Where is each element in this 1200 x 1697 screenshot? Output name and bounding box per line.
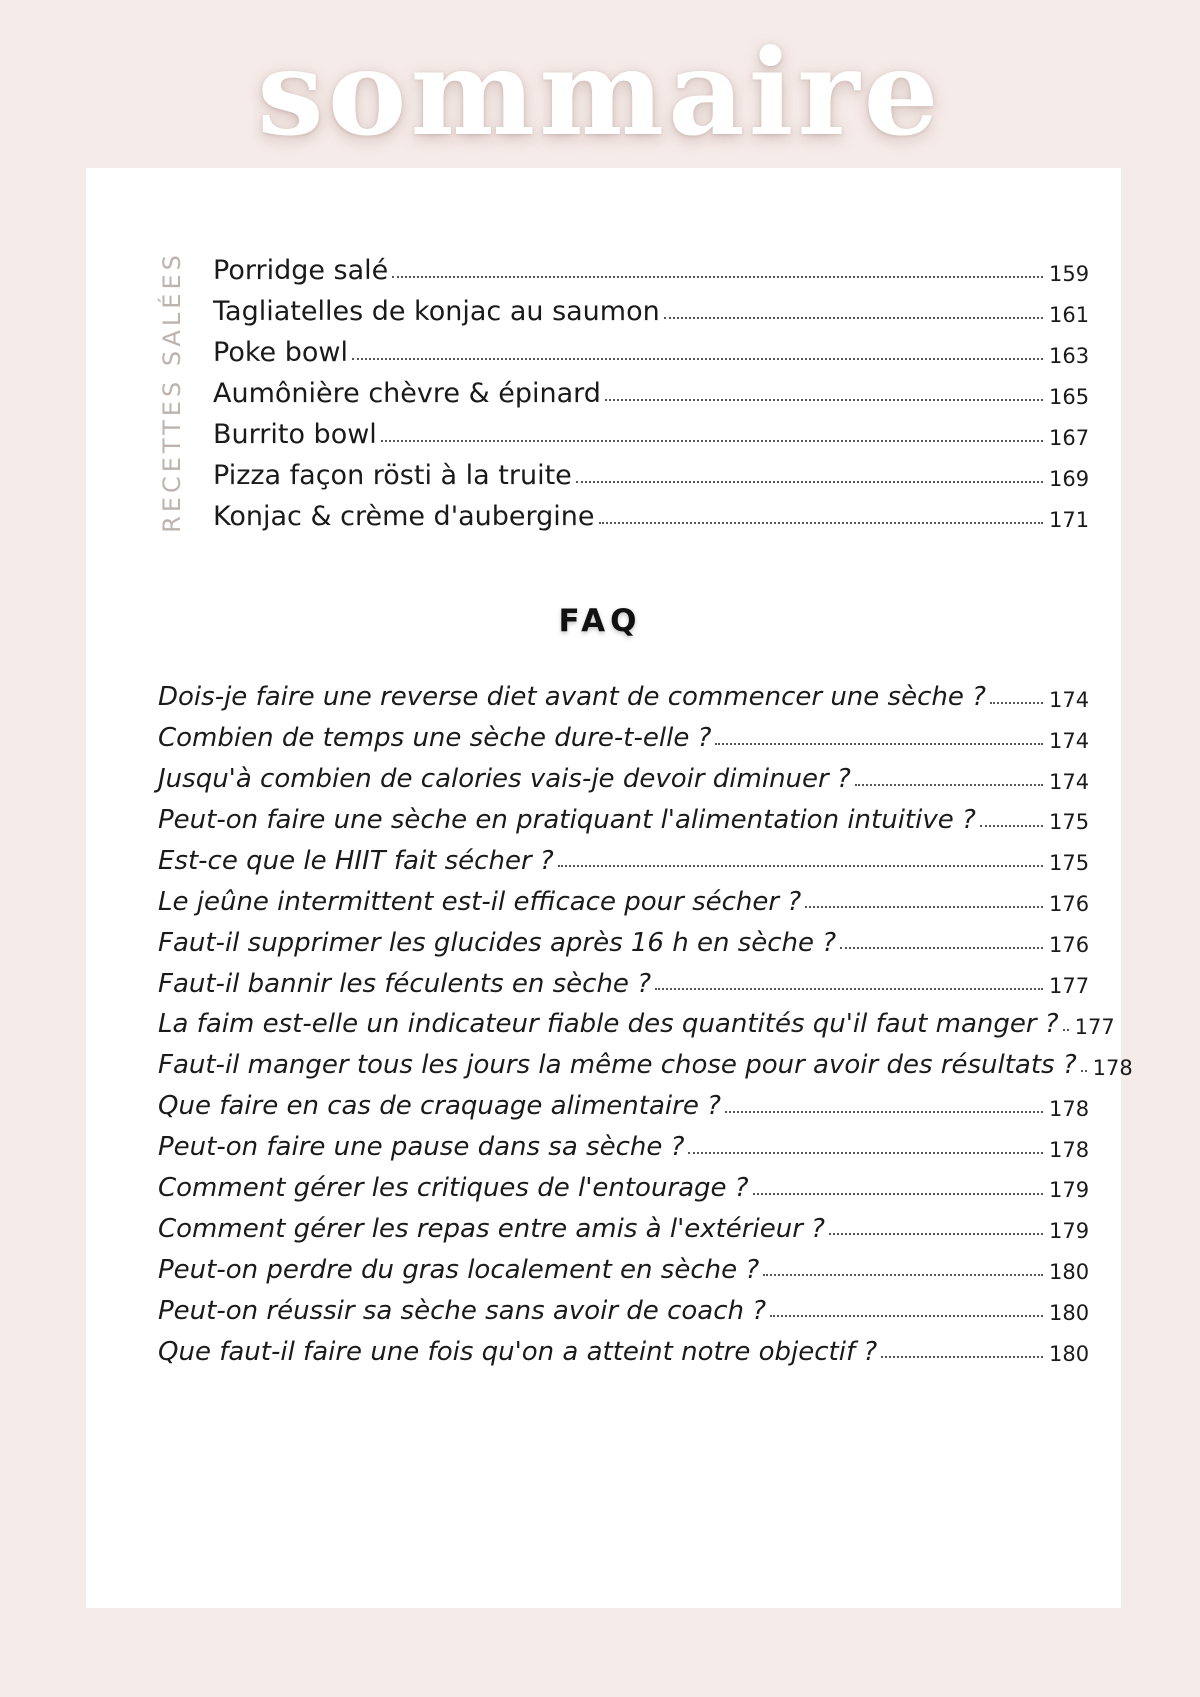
toc-entry-title: Est-ce que le HIIT fait sécher ?	[158, 845, 554, 876]
toc-entry[interactable]	[213, 245, 1090, 287]
dot-leader	[576, 481, 1043, 483]
toc-entry-page: 174	[1049, 769, 1090, 794]
toc-entry[interactable]	[213, 491, 1090, 533]
toc-entry-title: Que faire en cas de craquage alimentaire ?	[158, 1091, 721, 1122]
dot-leader	[753, 1193, 1043, 1195]
toc-entry-title: Porridge salé	[213, 255, 389, 287]
toc-entry-page: 175	[1049, 851, 1090, 876]
toc-entry-page: 163	[1049, 343, 1090, 368]
toc-entry[interactable]	[213, 409, 1090, 451]
toc-entry[interactable]	[213, 368, 1090, 410]
dot-leader	[715, 743, 1043, 745]
dot-leader	[605, 399, 1043, 401]
toc-entry-title: Konjac & crème d'aubergine	[213, 501, 595, 533]
toc-entry-title: Jusqu'à combien de calories vais-je devoir diminuer ?	[158, 764, 851, 795]
toc-entry-page: 177	[1074, 1014, 1115, 1039]
toc-entry-title: Dois-je faire une reverse diet avant de commencer une sèche ?	[158, 682, 986, 713]
toc-entry[interactable]	[158, 1243, 1090, 1285]
toc-entry[interactable]	[213, 327, 1090, 369]
faq-toc-list	[158, 671, 1133, 1367]
dot-leader	[392, 276, 1043, 278]
toc-entry-title: Combien de temps une sèche dure-t-elle ?	[158, 723, 712, 754]
toc-entry-title: Faut-il manger tous les jours la même chose pour avoir des résultats ?	[158, 1050, 1077, 1081]
toc-entry-page: 165	[1049, 384, 1090, 409]
toc-entry-page: 178	[1049, 1137, 1090, 1162]
toc-entry[interactable]	[213, 450, 1090, 492]
toc-entry[interactable]	[158, 1325, 1090, 1367]
toc-entry-title: Tagliatelles de konjac au saumon	[213, 296, 660, 328]
toc-entry-title: Faut-il supprimer les glucides après 16 h en sèche ?	[158, 927, 837, 958]
toc-entry[interactable]	[158, 916, 1090, 958]
toc-entry[interactable]	[213, 286, 1090, 328]
dot-leader	[1063, 1029, 1069, 1031]
toc-entry-title: Peut-on faire une pause dans sa sèche ?	[158, 1132, 685, 1163]
toc-entry-page: 180	[1049, 1260, 1090, 1285]
dot-leader	[1081, 1070, 1087, 1072]
toc-entry-page: 179	[1049, 1219, 1090, 1244]
toc-entry-page: 175	[1049, 810, 1090, 835]
toc-entry[interactable]	[158, 957, 1090, 999]
toc-entry-page: 174	[1049, 728, 1090, 753]
toc-entry-page: 178	[1049, 1096, 1090, 1121]
toc-entry-title: Comment gérer les critiques de l'entourage ?	[158, 1172, 749, 1203]
toc-entry[interactable]	[158, 1284, 1090, 1326]
dot-leader	[840, 947, 1043, 949]
toc-entry-page: 177	[1049, 974, 1090, 999]
dot-leader	[725, 1111, 1043, 1113]
dot-leader	[688, 1152, 1043, 1154]
dot-leader	[829, 1233, 1043, 1235]
dot-leader	[855, 784, 1043, 786]
toc-entry-page: 171	[1049, 507, 1090, 532]
toc-entry[interactable]	[158, 835, 1090, 876]
toc-entry[interactable]	[158, 1162, 1090, 1203]
toc-entry[interactable]	[158, 1203, 1090, 1244]
dot-leader	[664, 317, 1043, 319]
dot-leader	[770, 1315, 1043, 1317]
dot-leader	[990, 702, 1043, 704]
toc-entry-page: 180	[1049, 1301, 1090, 1326]
toc-entry[interactable]	[158, 1039, 1133, 1081]
toc-entry-page: 179	[1049, 1178, 1090, 1203]
dot-leader	[980, 825, 1043, 827]
toc-entry-title: Faut-il bannir les féculents en sèche ?	[158, 968, 651, 999]
dot-leader	[558, 865, 1043, 867]
toc-entry-title: Que faut-il faire une fois qu'on a atteint notre objectif ?	[158, 1336, 878, 1367]
dot-leader	[881, 1356, 1043, 1358]
toc-entry[interactable]	[158, 875, 1090, 917]
toc-entry[interactable]	[158, 794, 1090, 835]
toc-entry-title: Peut-on faire une sèche en pratiquant l'alimentation intuitive ?	[158, 804, 976, 835]
toc-entry-title: Le jeûne intermittent est-il efficace pour sécher ?	[158, 886, 802, 917]
toc-entry-page: 176	[1049, 933, 1090, 958]
toc-entry[interactable]	[158, 753, 1090, 795]
section-label-recettes-salees: RECETTES SALÉES	[158, 251, 186, 533]
toc-entry[interactable]	[158, 712, 1090, 754]
faq-heading: FAQ	[558, 603, 642, 639]
toc-entry-page: 161	[1049, 302, 1090, 327]
toc-entry-title: Aumônière chèvre & épinard	[213, 378, 601, 410]
toc-entry[interactable]	[158, 1121, 1090, 1163]
toc-entry-title: Burrito bowl	[213, 419, 377, 451]
toc-entry-page: 176	[1049, 892, 1090, 917]
dot-leader	[655, 988, 1043, 990]
toc-entry-title: La faim est-elle un indicateur fiable des quantités qu'il faut manger ?	[158, 1009, 1059, 1040]
toc-entry[interactable]	[158, 998, 1115, 1040]
toc-entry[interactable]	[158, 671, 1090, 713]
dot-leader	[381, 440, 1043, 442]
recipes-toc-list	[213, 245, 1090, 533]
page-title: sommaire	[257, 23, 943, 162]
toc-entry-title: Pizza façon rösti à la truite	[213, 460, 572, 492]
toc-entry-title: Comment gérer les repas entre amis à l'extérieur ?	[158, 1213, 825, 1244]
toc-entry[interactable]	[158, 1080, 1090, 1122]
toc-entry-page: 159	[1049, 261, 1090, 286]
toc-entry-page: 169	[1049, 466, 1090, 491]
dot-leader	[352, 358, 1043, 360]
dot-leader	[805, 906, 1043, 908]
toc-entry-title: Poke bowl	[213, 337, 348, 369]
dot-leader	[599, 522, 1043, 524]
toc-entry-title: Peut-on perdre du gras localement en sèche ?	[158, 1254, 760, 1285]
toc-entry-page: 167	[1049, 425, 1090, 450]
toc-entry-title: Peut-on réussir sa sèche sans avoir de coach ?	[158, 1295, 767, 1326]
toc-entry-page: 180	[1049, 1342, 1090, 1367]
toc-entry-page: 174	[1049, 687, 1090, 712]
dot-leader	[763, 1274, 1043, 1276]
toc-entry-page: 178	[1092, 1055, 1133, 1080]
